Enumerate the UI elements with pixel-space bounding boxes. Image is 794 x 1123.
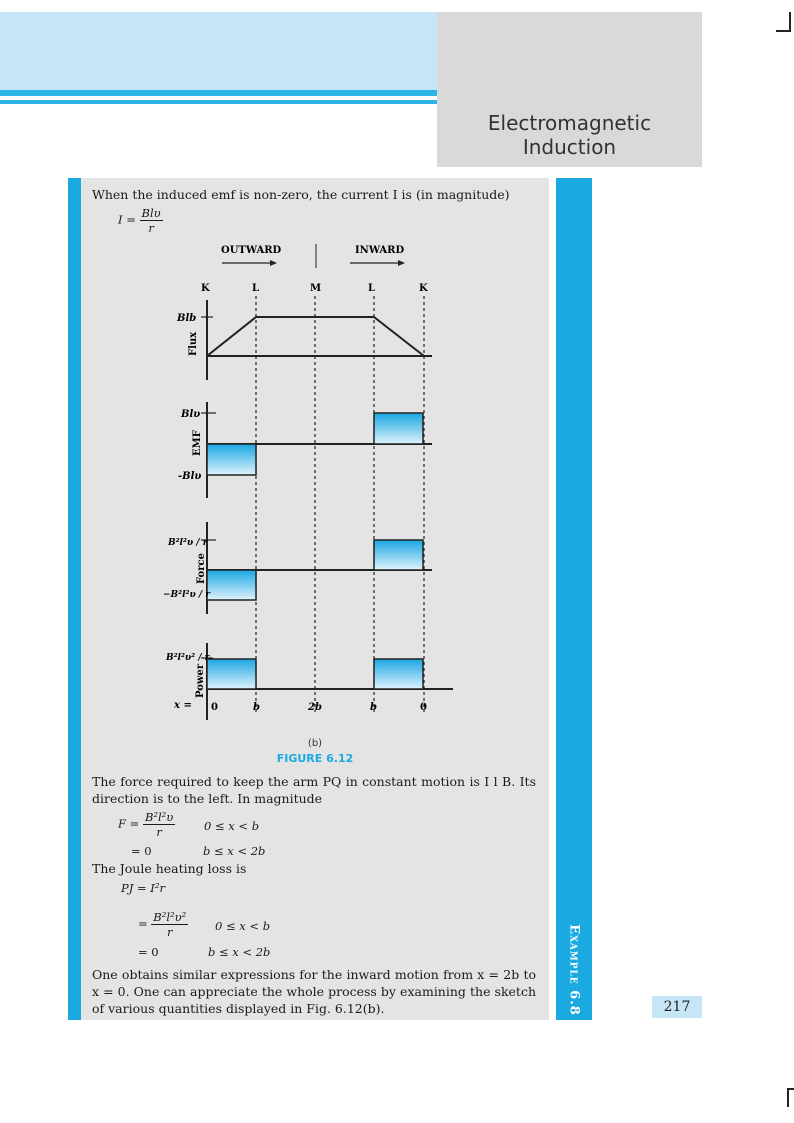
force-axis-label: Force bbox=[196, 553, 207, 584]
point-label: K bbox=[201, 283, 210, 294]
equation-numerator: B²l²υ bbox=[144, 810, 174, 824]
point-label: M bbox=[310, 283, 322, 294]
example-label: Example 6.8 bbox=[566, 924, 582, 1016]
equation-lhs: F = bbox=[118, 816, 140, 831]
dashed-guides bbox=[256, 296, 424, 712]
point-label: L bbox=[368, 283, 376, 294]
force-tick-label-top: B²l²υ / r bbox=[168, 538, 208, 548]
joule-equation bbox=[138, 910, 188, 939]
equation-denominator: r bbox=[167, 925, 173, 939]
chapter-title-line: Electromagnetic bbox=[487, 111, 652, 135]
force-bar-outward bbox=[207, 570, 256, 600]
inward-arrow-head bbox=[398, 260, 405, 266]
x-tick-label: 0 bbox=[420, 702, 427, 713]
emf-tick-label-top: Blυ bbox=[181, 409, 201, 420]
equation-lhs: = bbox=[138, 916, 148, 931]
equation-denominator: r bbox=[156, 825, 162, 839]
point-label: K bbox=[419, 283, 428, 294]
equation-lhs: I = bbox=[118, 212, 136, 227]
equation-numerator: B²l²υ² bbox=[153, 910, 187, 924]
chapter-title-line: Induction bbox=[522, 135, 617, 159]
force-condition: 0 ≤ x < b bbox=[204, 819, 260, 833]
joule-zero: = 0 bbox=[138, 945, 159, 959]
figure-caption: FIGURE 6.12 bbox=[276, 752, 354, 765]
final-paragraph: One obtains similar expressions for the inward motion from x = 2b to x = 0. One can appreciate the whole process by examining the sketch of various quantities displayed in Fig. 6.12(b). bbox=[92, 967, 536, 1016]
joule-paragraph: The Joule heating loss is bbox=[92, 861, 247, 876]
x-tick-label: b bbox=[253, 702, 260, 713]
x-axis-label: x = bbox=[174, 700, 192, 711]
emf-tick-label-bottom: -Blυ bbox=[178, 471, 202, 482]
emf-bar-inward bbox=[374, 413, 423, 444]
x-tick-label: b bbox=[370, 702, 377, 713]
joule-equation-line1: PJ = I²r bbox=[121, 881, 165, 895]
force-tick-label-bottom: −B²l²υ / r bbox=[163, 590, 210, 600]
figure-sub-label: (b) bbox=[307, 738, 323, 749]
force-condition: b ≤ x < 2b bbox=[203, 844, 266, 858]
force-bar-inward bbox=[374, 540, 423, 570]
equation-denominator: r bbox=[148, 221, 154, 235]
page-number: 217 bbox=[652, 996, 702, 1018]
x-tick-label: 0 bbox=[211, 702, 218, 713]
power-tick-label-top: B²l²υ² / r bbox=[166, 653, 210, 663]
power-bar-outward bbox=[207, 659, 256, 689]
joule-condition: b ≤ x < 2b bbox=[208, 945, 271, 959]
emf-bar-outward bbox=[207, 444, 256, 475]
joule-condition: 0 ≤ x < b bbox=[215, 919, 271, 933]
emf-axis-label: EMF bbox=[192, 430, 203, 456]
intro-text: When the induced emf is non-zero, the current I is (in magnitude) bbox=[92, 187, 510, 202]
force-paragraph: The force required to keep the arm PQ in constant motion is I l B. Its direction is to the left. In magnitude bbox=[92, 774, 536, 806]
outward-arrow-head bbox=[270, 260, 277, 266]
equation-numerator: Blυ bbox=[141, 206, 161, 220]
flux-tick-label: Blb bbox=[177, 313, 197, 324]
force-equation bbox=[118, 810, 175, 839]
flux-axis-label: Flux bbox=[188, 331, 199, 356]
outward-label: OUTWARD bbox=[221, 245, 282, 256]
power-axis-label: Power bbox=[195, 663, 206, 698]
inward-label: INWARD bbox=[355, 245, 405, 256]
force-zero: = 0 bbox=[131, 844, 152, 858]
point-label: L bbox=[252, 283, 260, 294]
x-tick-label: 2b bbox=[308, 702, 322, 713]
power-bar-inward bbox=[374, 659, 423, 689]
